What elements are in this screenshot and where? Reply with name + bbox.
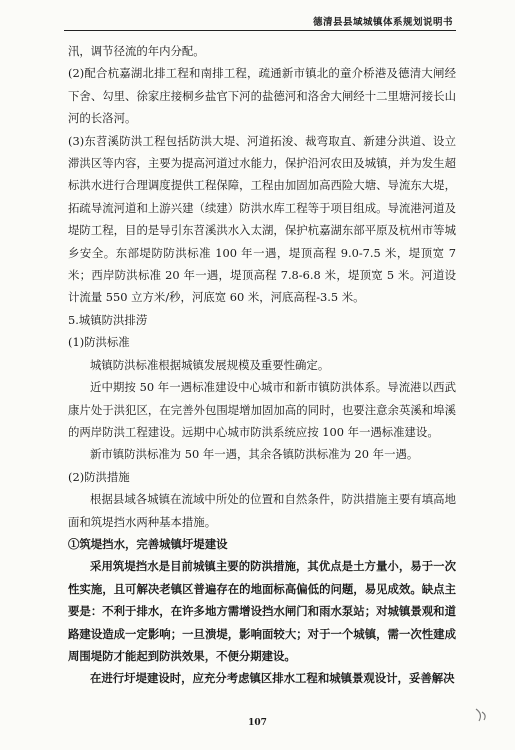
- paragraph-xinshi-standard: 新市镇防洪标准为 50 年一遇，其余各镇防洪标准为 20 年一遇。: [90, 447, 419, 462]
- paragraph-near-term: 近中期按 50 年一遇标准建设中心城市和新市镇防洪体系。导流港以西武康片处于洪犯区，在完善外包围堤增加固加高的同时，也要注意余英溪和埠溪的两岸防洪工程建设。远期中心城市防洪系统应按 100 年一遇标准建设。: [68, 380, 456, 439]
- paragraph-3: (3)东苕溪防洪工程包括防洪大堤、河道拓浚、裁弯取直、新建分洪道、设立滞洪区等内容，主要为提高河道过水能力，保护沿河农田及城镇，并为发生超标洪水进行合理调度提供工程保障，工程由加固加高西险大塘、导流东大堤，拓疏导流河道和上游兴建（续建）防洪水库工程等于项目组成。导流港河道及堤防工程，目的是导引东苕溪洪水入太湖，保护杭嘉湖东部平原及杭州市等城乡安全。东部堤防防洪标准 100 年一遇，堤顶高程 9.0-7.5 米，堤顶宽 7 米；西岸防洪标准 20 年一遇，堤顶高程 7.8-6.8 米，堤顶宽 5 米。河道设计流量 550 立方米/秒，河底宽 60 米，河底高程-3.5 米。: [68, 133, 456, 305]
- paragraph-embankment-continued: 在进行圩堤建设时，应充分考虑镇区排水工程和城镇景观设计，妥善解决: [90, 671, 455, 686]
- running-header-title: 德清县县域城镇体系规划说明书: [312, 17, 453, 28]
- paragraph-1: 汛，调节径流的年内分配。: [68, 44, 205, 58]
- paragraph-embankment-pros-cons: 采用筑堤挡水是目前城镇主要的防洪措施，其优点是土方量小，易于一次性实施，且可解决老镇区普遍存在的地面标高偏低的问题，易见成效。缺点主要是：不利于排水，在许多地方需增设挡水闸门和雨水泵站；对城镇景观和道路建设造成一定影响；一旦溃堤，影响面较大；对于一个城镇，需一次性建成周围堤防才能起到防洪效果，不便分期建设。: [68, 559, 456, 663]
- body-text: [68, 40, 456, 690]
- corner-scan-mark: [473, 706, 491, 724]
- section-heading-flood-control: 5.城镇防洪排涝: [68, 312, 148, 327]
- subheading-flood-standard: (1)防洪标准: [68, 335, 130, 350]
- subheading-embankment: ①筑堤挡水，完善城镇圩堤建设: [68, 536, 228, 551]
- subheading-flood-measures: (2)防洪措施: [68, 469, 130, 484]
- page-number: 107: [248, 718, 267, 728]
- header-divider: [64, 30, 456, 31]
- paragraph-standard-basis: 城镇防洪标准根据城镇发展规模及重要性确定。: [90, 357, 330, 372]
- paragraph-2: (2)配合杭嘉湖北排工程和南排工程，疏通新市镇北的童介桥港及德清大闸经下舍、勾里、徐家庄接桐乡盐官下河的盐德河和洛舍大闸经十二里塘河接长山河的长洛河。: [68, 66, 456, 126]
- paragraph-measures-intro: 根据县域各城镇在流域中所处的位置和自然条件，防洪措施主要有填高地面和筑堤挡水两种基本措施。: [68, 492, 456, 529]
